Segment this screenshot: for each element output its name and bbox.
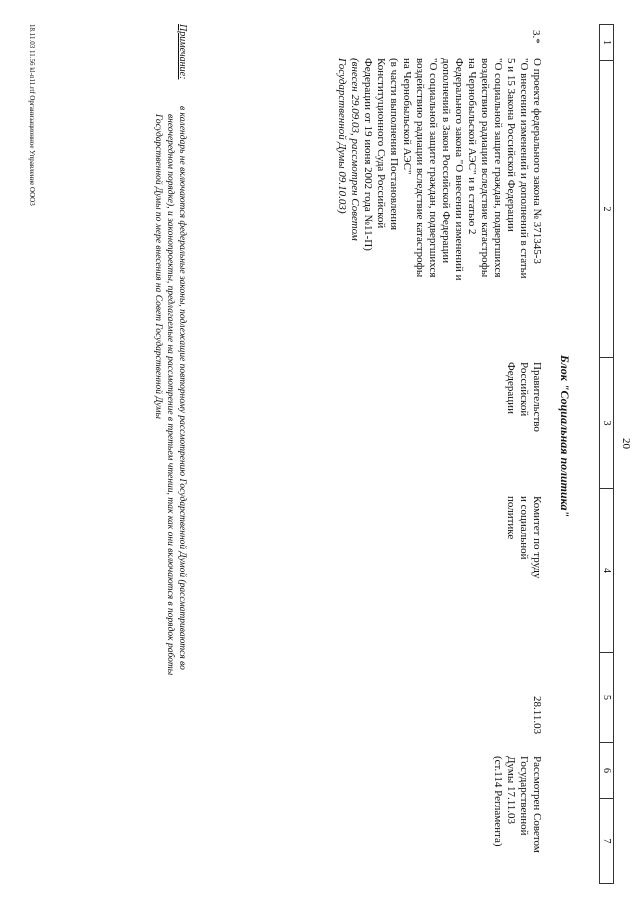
author-line: Российской xyxy=(518,362,530,417)
column-header-row xyxy=(600,25,614,884)
bill-author xyxy=(504,362,543,432)
description-line: Федерации от 19 июня 2002 года №11-П) xyxy=(362,58,374,251)
column-number: 3 xyxy=(600,358,614,489)
status-line: Государственной xyxy=(518,756,530,836)
column-number: 2 xyxy=(600,61,614,358)
note-line: Государственной Думы по мере внесения на Совет Государственной Думы xyxy=(153,114,163,419)
description-line: на Чернобыльской АЭС" и в статью 2 xyxy=(466,58,478,235)
description-line: (в части выполнения Постановления xyxy=(388,58,400,231)
page-number: 20 xyxy=(620,438,632,449)
description-italic-line: Государственной Думы 09.10.03) xyxy=(336,58,348,214)
column-number: 4 xyxy=(600,489,614,653)
responsible-committee xyxy=(504,496,543,579)
description-italic-line: (внесен 29.09.03, рассмотрен Советом xyxy=(349,58,361,241)
description-line: О проекте федерального закона № 371345-3 xyxy=(531,58,543,264)
description-line: дополнений в Закон Российской Федерации xyxy=(440,58,452,264)
description-line: на Чернобыльской АЭС" xyxy=(401,58,413,175)
author-line: Федерации xyxy=(505,362,517,414)
bill-description xyxy=(335,58,543,281)
block-title: Блок "Социальная политика" xyxy=(558,355,572,518)
description-line: "О социальной защите граждан, подвергшихся xyxy=(427,58,439,278)
description-line: воздействию радиации вследствие катастрофы xyxy=(479,58,491,278)
column-number: 5 xyxy=(600,653,614,743)
status-line: (ст.114 Регламента) xyxy=(492,756,504,847)
row-number: 3.* xyxy=(530,30,542,44)
footer-file-info: 18.11.03 11.56 kl-n11.rtf Организационное Управление ООО3 xyxy=(28,24,36,206)
description-line: 5 и 15 Закона Российской Федерации xyxy=(505,58,517,232)
consideration-status xyxy=(491,756,543,853)
note-line: внеочередном порядке), и законопроекты, предлагаемые на рассмотрение в третьем чтении, так как они включаются в порядок работы xyxy=(165,114,175,676)
column-number: 7 xyxy=(600,799,614,884)
scheduled-date: 28.11.03 xyxy=(531,696,543,735)
note-label: Примечание: xyxy=(177,24,188,80)
column-number: 1 xyxy=(600,25,614,61)
description-line: Федерального закона "О внесении изменений и xyxy=(453,58,465,281)
note-line: в календарь не включаются федеральные законы, подлежащие повторному рассмотрению Государственной Думой (рассматриваются во xyxy=(177,106,187,670)
committee-line: политике xyxy=(505,496,517,540)
description-line: "О внесении изменений и дополнений в статьи xyxy=(518,58,530,279)
author-line: Правительство xyxy=(531,362,543,432)
column-number: 6 xyxy=(600,743,614,799)
status-line: Рассмотрен Советом xyxy=(531,756,543,853)
committee-line: и социальной xyxy=(518,496,530,560)
column-header-table xyxy=(599,24,614,884)
description-line: Конституционного Суда Российской xyxy=(375,58,387,229)
note-text xyxy=(152,106,188,675)
description-line: воздействию радиации вследствие катастрофы xyxy=(414,58,426,278)
status-line: Думы 17.11.03 xyxy=(505,756,517,825)
description-line: "О социальной защите граждан, подвергшихся xyxy=(492,58,504,278)
committee-line: Комитет по труду xyxy=(531,496,543,579)
